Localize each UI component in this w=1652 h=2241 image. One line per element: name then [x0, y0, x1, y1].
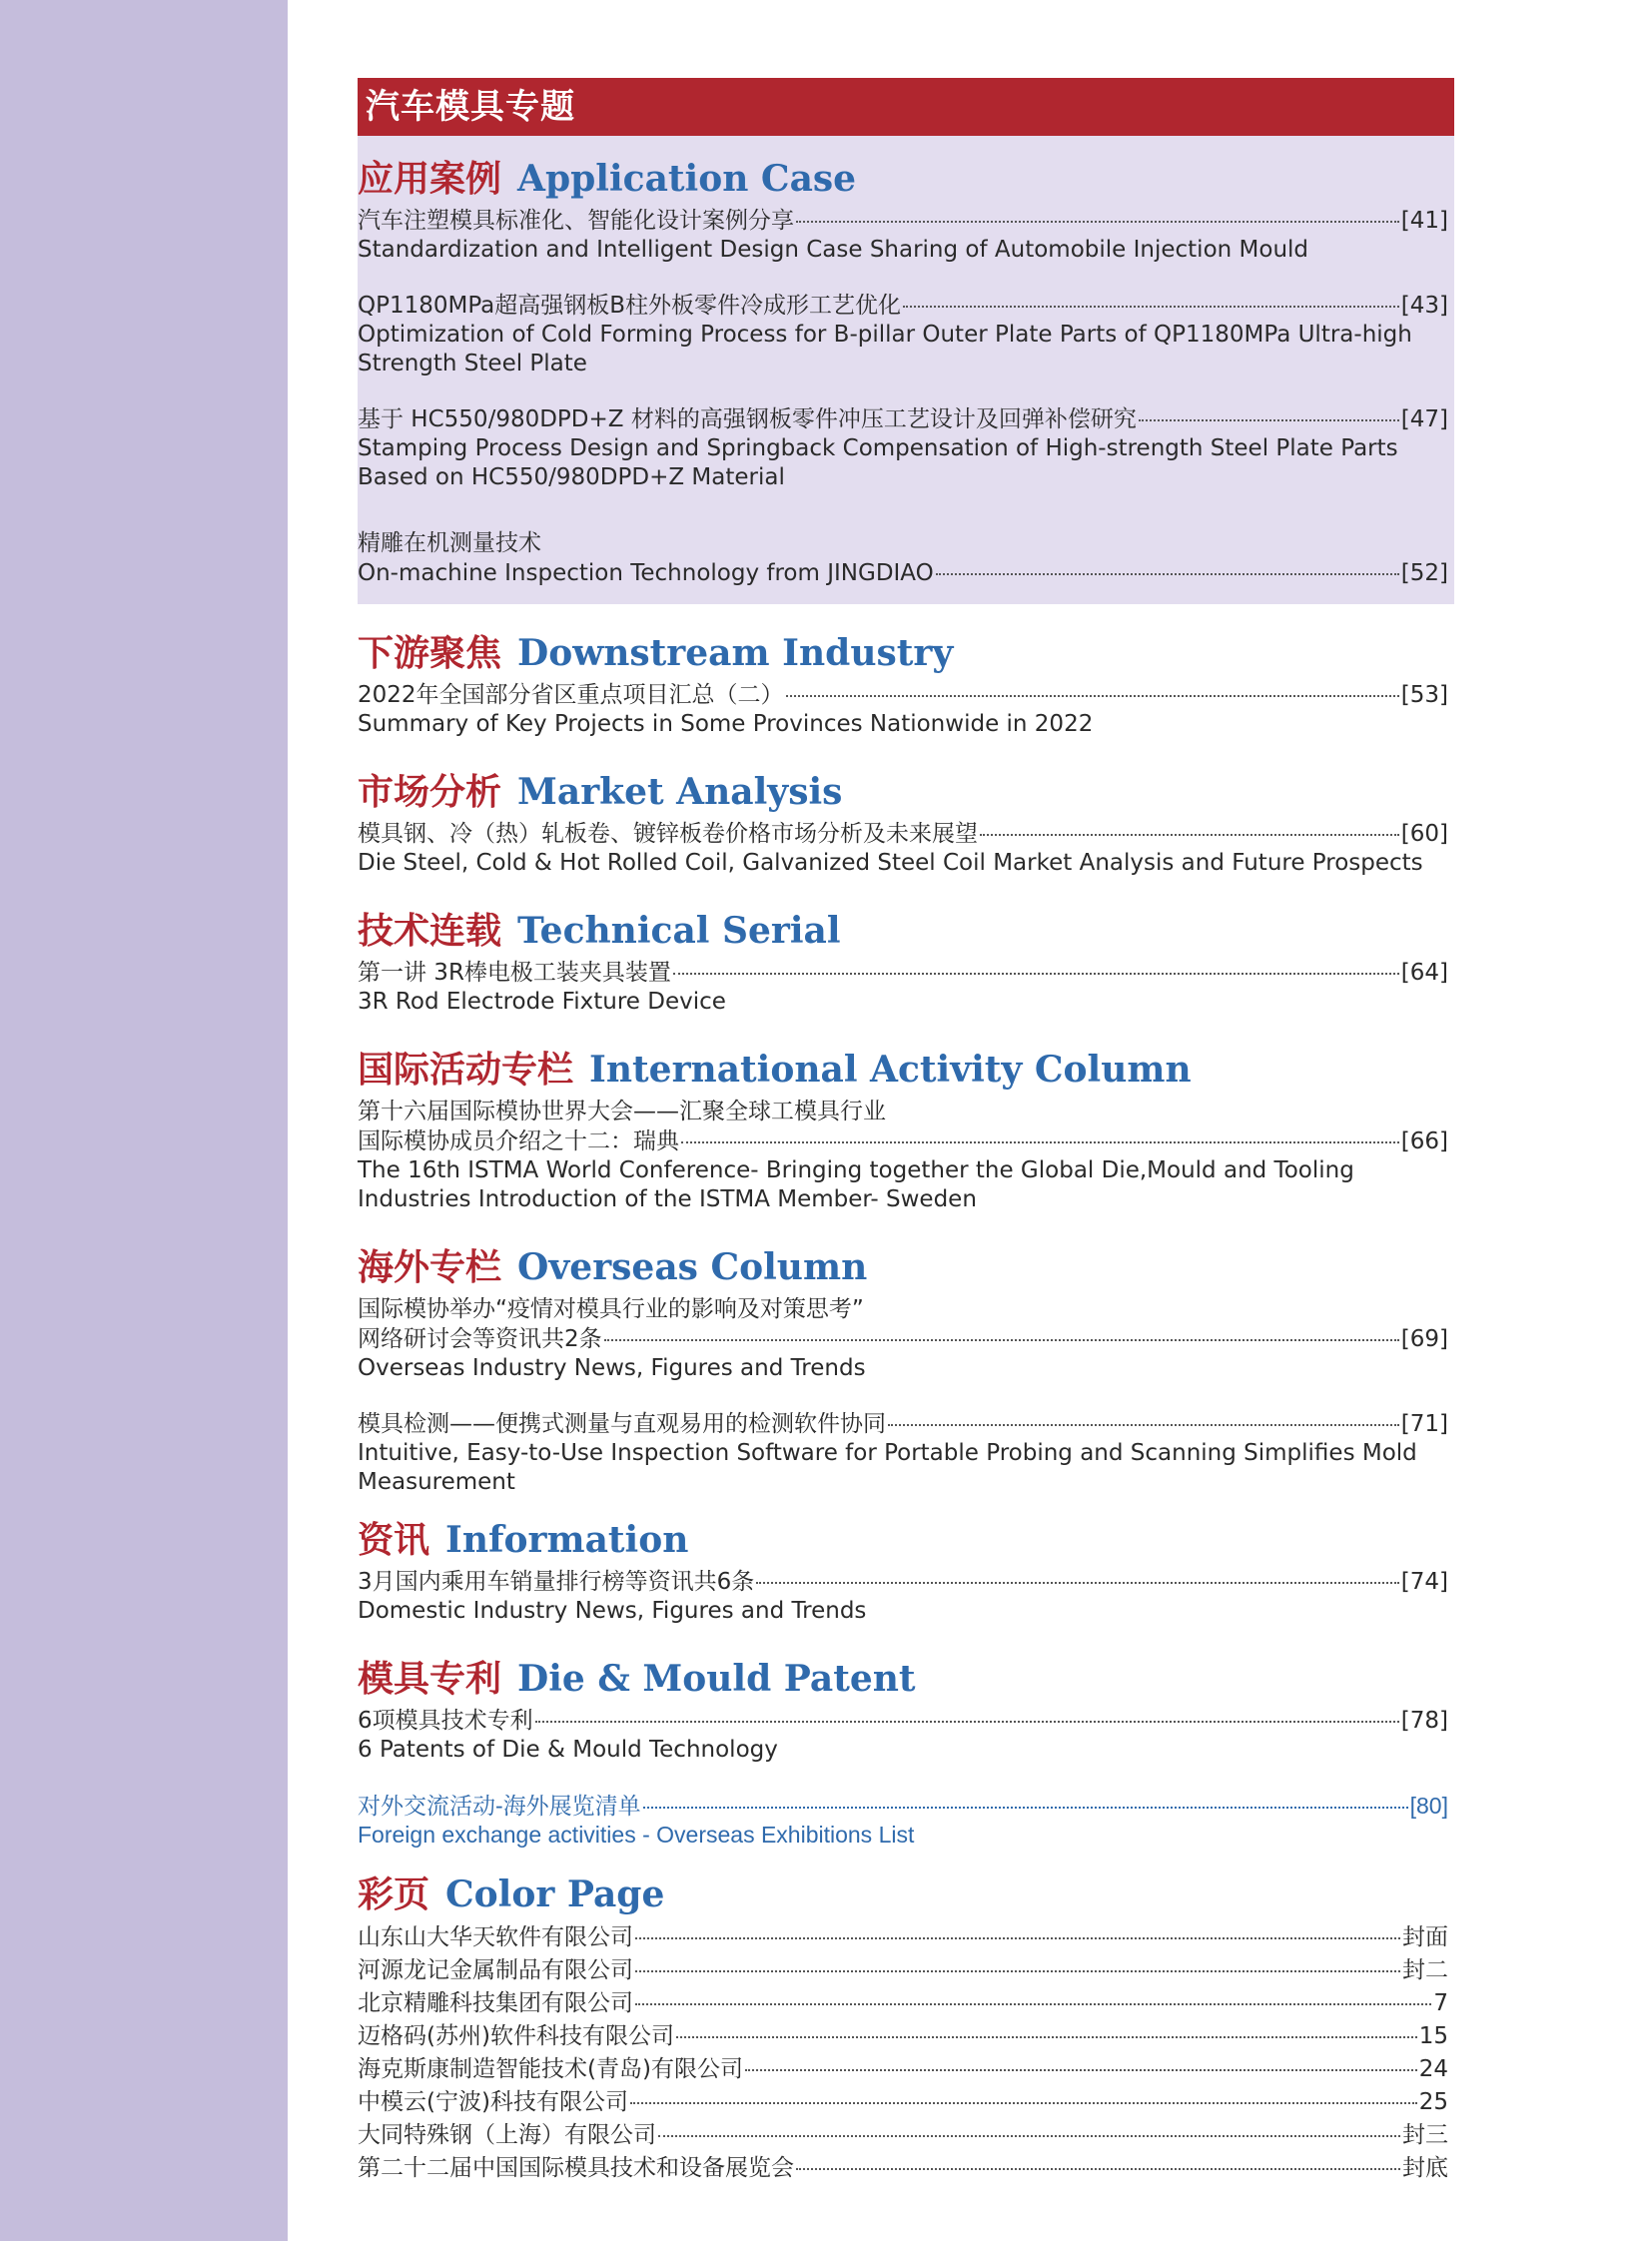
- feature-block: [358, 136, 1454, 604]
- section-title-cn: 模具专利: [358, 1658, 502, 1700]
- entry-title-en: Stamping Process Design and Springback Compensation of High-strength Steel Plate Parts Based on HC550/980DPD+Z Material: [358, 435, 1398, 490]
- entry-title-en: Optimization of Cold Forming Process for B-pillar Outer Plate Parts of QP1180MPa Ultra-high Strength Steel Plate: [358, 322, 1412, 376]
- toc-entry[interactable]: [358, 680, 1454, 739]
- entry-title: 模具钢、冷（热）轧板卷、镀锌板卷价格市场分析及未来展望: [358, 821, 978, 847]
- dot-leader: [745, 2069, 1417, 2071]
- entry-page: [41]: [1400, 208, 1448, 234]
- dot-leader: [786, 695, 1399, 697]
- dot-leader: [630, 2102, 1417, 2104]
- advertiser-page: 封底: [1402, 2155, 1448, 2181]
- section-title-cn: 技术连载: [358, 910, 502, 952]
- entry-title: 2022年全国部分省区重点项目汇总（二）: [358, 682, 784, 708]
- advertiser-page: 封二: [1402, 1957, 1448, 1983]
- section-title-cn: 资讯: [358, 1519, 430, 1561]
- entry-page: [60]: [1400, 821, 1448, 847]
- entry-page: [74]: [1400, 1569, 1448, 1595]
- entry-title: 汽车注塑模具标准化、智能化设计案例分享: [358, 208, 794, 234]
- advertiser-page: 封三: [1402, 2122, 1448, 2148]
- advertiser-item[interactable]: [358, 1987, 1454, 2020]
- section-heading: [358, 769, 1454, 815]
- entry-title: 第一讲 3R棒电极工装夹具装置: [358, 960, 671, 986]
- entry-title-en: Foreign exchange activities - Overseas Exhibitions List: [358, 1822, 915, 1848]
- advertiser-name: 第二十二届中国国际模具技术和设备展览会: [358, 2155, 794, 2181]
- entry-title-en: Intuitive, Easy-to-Use Inspection Software for Portable Probing and Scanning Simplifies Mold Measurement: [358, 1440, 1417, 1495]
- toc-entry[interactable]: [358, 404, 1454, 492]
- toc-entry[interactable]: [358, 528, 1454, 588]
- section-downstream-industry: [358, 630, 1454, 739]
- section-title-en: Downstream Industry: [517, 632, 954, 674]
- entry-title-en: The 16th ISTMA World Conference- Bringing together the Global Die,Mould and Tooling Industries Introduction of the ISTMA Member- Sweden: [358, 1157, 1354, 1212]
- advertiser-page: 24: [1418, 2056, 1448, 2082]
- entry-page: [66]: [1400, 1128, 1448, 1154]
- toc-entry-exhibitions[interactable]: [358, 1791, 1454, 1850]
- dot-leader: [681, 1141, 1399, 1143]
- dot-leader: [673, 973, 1399, 975]
- side-color-band: [0, 0, 288, 2241]
- section-title-en: Technical Serial: [517, 910, 841, 952]
- section-heading: [358, 1871, 1454, 1917]
- advertiser-name: 海克斯康制造智能技术(青岛)有限公司: [358, 2056, 743, 2082]
- section-title-en: Overseas Column: [517, 1246, 868, 1288]
- section-title-cn: 国际活动专栏: [358, 1049, 574, 1091]
- entry-title: 基于 HC550/980DPD+Z 材料的高强钢板零件冲压工艺设计及回弹补偿研究: [358, 406, 1137, 432]
- entry-title-en: Summary of Key Projects in Some Provinces Nationwide in 2022: [358, 711, 1094, 737]
- entry-title: 国际模协成员介绍之十二：瑞典: [358, 1128, 679, 1154]
- entry-title: 网络研讨会等资讯共2条: [358, 1326, 602, 1352]
- advertiser-item[interactable]: [358, 2119, 1454, 2152]
- dot-leader: [635, 1937, 1400, 1939]
- dot-leader: [903, 306, 1399, 308]
- section-heading: [358, 908, 1454, 954]
- advertiser-item[interactable]: [358, 1954, 1454, 1987]
- entry-title: 6项模具技术专利: [358, 1708, 533, 1734]
- advertiser-page: 7: [1433, 1990, 1448, 2016]
- advertiser-item[interactable]: [358, 2086, 1454, 2119]
- section-title-cn: 下游聚焦: [358, 632, 502, 674]
- toc-entry[interactable]: [358, 1097, 1454, 1214]
- entry-page: [52]: [1400, 560, 1448, 586]
- toc-entry[interactable]: [358, 291, 1454, 378]
- section-technical-serial: [358, 908, 1454, 1017]
- entry-title: 第十六届国际模协世界大会——汇聚全球工模具行业: [358, 1099, 886, 1124]
- entry-title: 3月国内乘用车销量排行榜等资讯共6条: [358, 1569, 755, 1595]
- section-international-activity: [358, 1047, 1454, 1214]
- advertiser-name: 河源龙记金属制品有限公司: [358, 1957, 633, 1983]
- section-title-en: Market Analysis: [517, 771, 843, 813]
- section-title-cn: 市场分析: [358, 771, 502, 813]
- advertiser-item[interactable]: [358, 2020, 1454, 2053]
- toc-entry[interactable]: [358, 819, 1454, 878]
- dot-leader: [604, 1339, 1399, 1341]
- section-title-cn: 海外专栏: [358, 1246, 502, 1288]
- advertiser-page: 15: [1418, 2023, 1448, 2049]
- advertiser-name: 北京精雕科技集团有限公司: [358, 1990, 633, 2016]
- entry-title-en: Die Steel, Cold & Hot Rolled Coil, Galvanized Steel Coil Market Analysis and Future Prospects: [358, 850, 1423, 876]
- entry-page: [64]: [1400, 960, 1448, 986]
- advertiser-name: 山东山大华天软件有限公司: [358, 1924, 633, 1950]
- advertiser-item[interactable]: [358, 2152, 1454, 2185]
- section-overseas-column: [358, 1244, 1454, 1497]
- entry-title-en: Domestic Industry News, Figures and Trends: [358, 1598, 867, 1624]
- advertiser-list: [358, 1921, 1454, 2185]
- toc-entry[interactable]: [358, 1567, 1454, 1626]
- section-die-mould-patent: [358, 1656, 1454, 1850]
- section-title-en: Color Page: [445, 1873, 665, 1915]
- entry-title-en: 6 Patents of Die & Mould Technology: [358, 1737, 778, 1763]
- dot-leader: [676, 2036, 1417, 2038]
- section-title-cn: 应用案例: [358, 158, 502, 200]
- dot-leader: [980, 834, 1399, 836]
- entry-title-en: Overseas Industry News, Figures and Trends: [358, 1355, 866, 1381]
- section-heading: [358, 1244, 1454, 1290]
- topic-banner: 汽车模具专题: [358, 78, 1454, 136]
- section-heading: [358, 630, 1454, 676]
- section-color-page: [358, 1871, 1454, 2185]
- toc-entry[interactable]: [358, 1409, 1454, 1497]
- toc-content: [358, 78, 1454, 2185]
- dot-leader: [658, 2135, 1400, 2137]
- advertiser-page: 25: [1418, 2089, 1448, 2115]
- dot-leader: [635, 1970, 1400, 1972]
- section-heading: [358, 1047, 1454, 1093]
- toc-entry[interactable]: [358, 206, 1454, 265]
- entry-title-en: Standardization and Intelligent Design Case Sharing of Automobile Injection Mould: [358, 237, 1309, 263]
- advertiser-item[interactable]: [358, 1921, 1454, 1954]
- dot-leader: [756, 1582, 1399, 1584]
- section-heading: [358, 156, 1454, 202]
- entry-title: QP1180MPa超高强钢板B柱外板零件冷成形工艺优化: [358, 293, 902, 319]
- entry-page: [53]: [1400, 682, 1448, 708]
- toc-entry[interactable]: [358, 1294, 1454, 1383]
- section-title-cn: 彩页: [358, 1873, 430, 1915]
- section-title-en: Information: [445, 1519, 689, 1561]
- dot-leader: [796, 2168, 1400, 2170]
- entry-title: 精雕在机测量技术: [358, 530, 541, 556]
- section-title-en: International Activity Column: [589, 1049, 1192, 1091]
- advertiser-item[interactable]: [358, 2053, 1454, 2086]
- dot-leader: [888, 1424, 1399, 1426]
- section-heading: [358, 1517, 1454, 1563]
- dot-leader: [643, 1807, 1408, 1809]
- advertiser-name: 迈格码(苏州)软件科技有限公司: [358, 2023, 674, 2049]
- dot-leader: [1139, 419, 1399, 421]
- entry-page: [43]: [1400, 293, 1448, 319]
- entry-title: 国际模协举办“疫情对模具行业的影响及对策思考”: [358, 1296, 864, 1322]
- section-application-case: [358, 156, 1454, 588]
- section-title-en: Die & Mould Patent: [517, 1658, 916, 1700]
- section-title-en: Application Case: [517, 158, 857, 200]
- entry-page: [47]: [1400, 406, 1448, 432]
- toc-entry[interactable]: [358, 1706, 1454, 1765]
- section-heading: [358, 1656, 1454, 1702]
- entry-page: [78]: [1400, 1708, 1448, 1734]
- section-information: [358, 1517, 1454, 1626]
- advertiser-name: 中模云(宁波)科技有限公司: [358, 2089, 628, 2115]
- toc-entry[interactable]: [358, 958, 1454, 1017]
- advertiser-name: 大同特殊钢（上海）有限公司: [358, 2122, 656, 2148]
- entry-page: [69]: [1400, 1326, 1448, 1352]
- dot-leader: [535, 1721, 1399, 1723]
- entry-title-en: 3R Rod Electrode Fixture Device: [358, 989, 726, 1015]
- dot-leader: [796, 221, 1399, 223]
- entry-title-en: On-machine Inspection Technology from JINGDIAO: [358, 560, 934, 586]
- dot-leader: [936, 573, 1399, 575]
- entry-title: 模具检测——便携式测量与直观易用的检测软件协同: [358, 1411, 886, 1437]
- section-market-analysis: [358, 769, 1454, 878]
- dot-leader: [635, 2003, 1431, 2005]
- entry-page: [71]: [1400, 1411, 1448, 1437]
- advertiser-page: 封面: [1402, 1924, 1448, 1950]
- entry-title: 对外交流活动-海外展览清单: [358, 1793, 641, 1819]
- entry-page: [80]: [1409, 1793, 1448, 1819]
